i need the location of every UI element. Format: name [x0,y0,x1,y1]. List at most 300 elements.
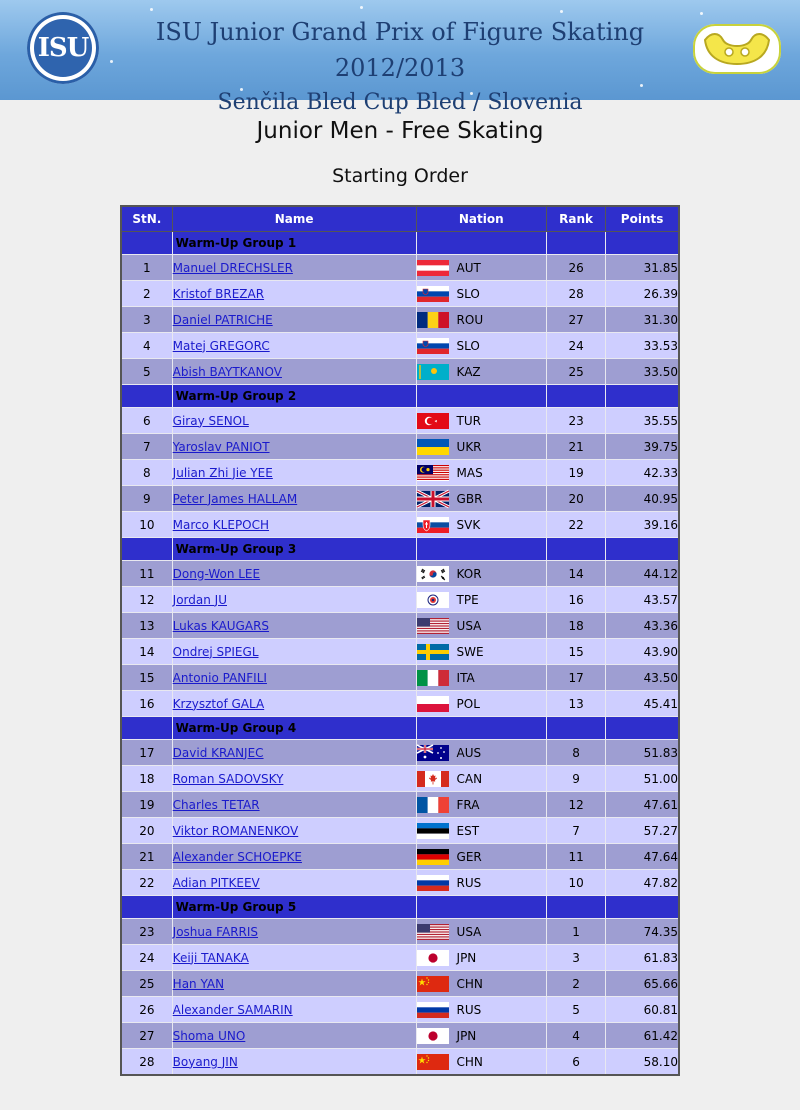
points-cell: 42.33 [606,460,679,486]
name-cell [172,945,416,971]
nation-cell [416,486,546,512]
rank-cell: 13 [546,691,605,717]
group-label: Warm-Up Group 3 [172,538,416,561]
points-cell: 47.64 [606,844,679,870]
name-cell [172,486,416,512]
table-row [121,639,679,665]
points-cell: 39.75 [606,434,679,460]
group-label: Warm-Up Group 4 [172,717,416,740]
nation-code: AUT [456,260,481,275]
isu-logo-text: ISU [34,19,92,77]
table-row [121,460,679,486]
table-row [121,307,679,333]
points-cell: 33.53 [606,333,679,359]
points-cell: 45.41 [606,691,679,717]
flag-icon [417,338,449,354]
skater-link[interactable]: Keiji TANAKA [172,950,249,965]
table-row [121,818,679,844]
name-cell [172,639,416,665]
table-row [121,971,679,997]
rank-cell: 2 [546,971,605,997]
rank-cell: 7 [546,818,605,844]
col-header-name: Name [172,206,416,232]
name-cell [172,818,416,844]
flag-icon [417,976,449,992]
flag-icon [417,1028,449,1044]
nation-cell [416,307,546,333]
nation-code: TPE [456,592,479,607]
name-cell [172,1023,416,1049]
name-cell [172,561,416,587]
header-title-line1: ISU Junior Grand Prix of Figure Skating 2012/2013 [155,18,645,82]
flag-icon [417,771,449,787]
stn-cell: 27 [121,1023,172,1049]
nation-cell [416,818,546,844]
starting-order-table [120,205,680,1076]
table-row [121,665,679,691]
nation-code: CAN [456,771,483,786]
points-cell: 31.85 [606,255,679,281]
stn-cell: 20 [121,818,172,844]
stn-cell: 8 [121,460,172,486]
rank-cell: 12 [546,792,605,818]
skater-link[interactable]: David KRANJEC [172,745,264,760]
group-header-row [121,538,679,561]
name-cell [172,792,416,818]
flag-icon [417,465,449,481]
name-cell [172,512,416,538]
group-header-row [121,385,679,408]
rank-cell: 3 [546,945,605,971]
rank-cell: 18 [546,613,605,639]
rank-cell: 22 [546,512,605,538]
nation-code: EST [456,823,480,838]
rank-cell: 26 [546,255,605,281]
points-cell: 51.83 [606,740,679,766]
group-label: Warm-Up Group 2 [172,385,416,408]
flag-icon [417,618,449,634]
nation-cell [416,971,546,997]
nation-code: GER [456,849,482,864]
nation-cell [416,844,546,870]
skater-link[interactable]: Marco KLEPOCH [172,517,270,532]
rank-cell: 20 [546,486,605,512]
nation-cell [416,1023,546,1049]
nation-code: USA [456,924,482,939]
nation-cell [416,766,546,792]
page-header [0,0,800,115]
isu-logo [27,12,99,84]
stn-cell: 5 [121,359,172,385]
group-nation-cell [416,538,546,561]
points-cell: 61.83 [606,945,679,971]
skater-link[interactable]: Alexander SAMARIN [172,1002,293,1017]
points-cell: 39.16 [606,512,679,538]
table-row [121,561,679,587]
nation-cell [416,665,546,691]
skater-link[interactable]: Alexander SCHOEPKE [172,849,302,864]
nation-code: POL [456,696,480,711]
flag-icon [417,849,449,865]
points-cell: 74.35 [606,919,679,945]
nation-code: SWE [456,644,484,659]
rank-cell: 11 [546,844,605,870]
group-header-row [121,232,679,255]
stn-cell: 12 [121,587,172,613]
nation-cell [416,919,546,945]
skater-link[interactable]: Viktor ROMANENKOV [172,823,299,838]
nation-code: JPN [456,1028,477,1043]
points-cell: 65.66 [606,971,679,997]
nation-cell [416,1049,546,1076]
table-row [121,587,679,613]
skater-link[interactable]: Kristof BREZAR [172,286,265,301]
nation-cell [416,281,546,307]
group-nation-cell [416,896,546,919]
group-nation-cell [416,385,546,408]
stn-cell: 7 [121,434,172,460]
table-header-row [121,206,679,232]
stn-cell: 11 [121,561,172,587]
flag-icon [417,312,449,328]
rank-cell: 21 [546,434,605,460]
rank-cell: 17 [546,665,605,691]
nation-cell [416,255,546,281]
nation-cell [416,792,546,818]
name-cell [172,997,416,1023]
nation-code: ITA [456,670,475,685]
col-header-rank: Rank [546,206,605,232]
nation-cell [416,434,546,460]
nation-code: AUS [456,745,482,760]
name-cell [172,740,416,766]
nation-cell [416,460,546,486]
table-row [121,434,679,460]
name-cell [172,307,416,333]
table-row [121,359,679,385]
nation-code: RUS [456,1002,482,1017]
name-cell [172,460,416,486]
nation-cell [416,945,546,971]
flag-icon [417,1054,449,1070]
skater-link[interactable]: Matej GREGORC [172,338,270,353]
name-cell [172,919,416,945]
stn-cell: 24 [121,945,172,971]
table-row [121,844,679,870]
event-logo [693,24,781,74]
nation-code: RUS [456,875,482,890]
stn-cell: 21 [121,844,172,870]
nation-cell [416,613,546,639]
stn-cell: 10 [121,512,172,538]
points-cell: 51.00 [606,766,679,792]
skater-link[interactable]: Charles TETAR [172,797,260,812]
skater-link[interactable]: Dong-Won LEE [172,566,261,581]
points-cell: 57.27 [606,818,679,844]
flag-icon [417,696,449,712]
nation-code: UKR [456,439,482,454]
stn-cell: 14 [121,639,172,665]
stn-cell: 13 [121,613,172,639]
nation-code: ROU [456,312,484,327]
points-cell: 47.82 [606,870,679,896]
nation-code: TUR [456,413,481,428]
rank-cell: 25 [546,359,605,385]
points-cell: 33.50 [606,359,679,385]
rank-cell: 19 [546,460,605,486]
flag-icon [417,823,449,839]
skater-link[interactable]: Han YAN [172,976,225,991]
nation-code: SLO [456,286,480,301]
nation-code: CHN [456,976,483,991]
table-row [121,255,679,281]
rank-cell: 15 [546,639,605,665]
points-cell: 26.39 [606,281,679,307]
table-row [121,792,679,818]
name-cell [172,870,416,896]
flag-icon [417,875,449,891]
name-cell [172,766,416,792]
points-cell: 31.30 [606,307,679,333]
skater-link[interactable]: Shoma UNO [172,1028,246,1043]
nation-cell [416,870,546,896]
group-points-cell [606,232,679,255]
group-nation-cell [416,232,546,255]
stn-cell: 6 [121,408,172,434]
table-row [121,919,679,945]
nation-code: SLO [456,338,480,353]
points-cell: 40.95 [606,486,679,512]
rank-cell: 8 [546,740,605,766]
group-rank-cell [546,538,605,561]
skater-link[interactable]: Krzysztof GALA [172,696,265,711]
skater-link[interactable]: Boyang JIN [172,1054,238,1069]
rank-cell: 23 [546,408,605,434]
nation-code: JPN [456,950,477,965]
name-cell [172,665,416,691]
event-title: Junior Men - Free Skating [256,118,544,144]
rank-cell: 5 [546,997,605,1023]
group-points-cell [606,538,679,561]
col-header-stn: StN. [121,206,172,232]
group-label: Warm-Up Group 5 [172,896,416,919]
group-points-cell [606,896,679,919]
nation-cell [416,691,546,717]
table-row [121,613,679,639]
table-row [121,691,679,717]
table-row [121,997,679,1023]
skater-link[interactable]: Abish BAYTKANOV [172,364,282,379]
nation-cell [416,333,546,359]
nation-cell [416,740,546,766]
col-header-nation: Nation [416,206,546,232]
table-row [121,1023,679,1049]
flag-icon [417,286,449,302]
rank-cell: 16 [546,587,605,613]
points-cell: 43.50 [606,665,679,691]
group-label: Warm-Up Group 1 [172,232,416,255]
table-row [121,281,679,307]
nation-cell [416,587,546,613]
event-logo-icon [701,30,773,68]
name-cell [172,587,416,613]
skater-link[interactable]: Adian PITKEEV [172,875,260,890]
skater-link[interactable]: Manuel DRECHSLER [172,260,293,275]
group-points-cell [606,385,679,408]
rank-cell: 27 [546,307,605,333]
group-header-row [121,896,679,919]
nation-code: CHN [456,1054,483,1069]
table-row [121,1049,679,1076]
stn-cell: 17 [121,740,172,766]
name-cell [172,434,416,460]
group-rank-cell [546,896,605,919]
points-cell: 60.81 [606,997,679,1023]
flag-icon [417,413,449,429]
flag-icon [417,950,449,966]
table-row [121,870,679,896]
skater-link[interactable]: Yaroslav PANIOT [172,439,270,454]
points-cell: 44.12 [606,561,679,587]
col-header-points: Points [606,206,679,232]
nation-cell [416,359,546,385]
name-cell [172,844,416,870]
header-title-line2: Senčila Bled Cup Bled / Slovenia [217,90,583,115]
stn-cell: 23 [121,919,172,945]
skater-link[interactable]: Jordan JU [172,592,227,607]
stn-cell: 26 [121,997,172,1023]
nation-cell [416,512,546,538]
group-stn-cell [121,232,172,255]
stn-cell: 16 [121,691,172,717]
flag-icon [417,566,449,582]
name-cell [172,281,416,307]
rank-cell: 14 [546,561,605,587]
flag-icon [417,670,449,686]
points-cell: 43.57 [606,587,679,613]
group-points-cell [606,717,679,740]
stn-cell: 4 [121,333,172,359]
points-cell: 61.42 [606,1023,679,1049]
rank-cell: 10 [546,870,605,896]
rank-cell: 9 [546,766,605,792]
nation-code: FRA [456,797,480,812]
stn-cell: 25 [121,971,172,997]
table-row [121,766,679,792]
stn-cell: 1 [121,255,172,281]
table-row [121,740,679,766]
group-stn-cell [121,385,172,408]
points-cell: 43.36 [606,613,679,639]
skater-link[interactable]: Julian Zhi Jie YEE [172,465,273,480]
flag-icon [417,797,449,813]
name-cell [172,1049,416,1076]
flag-icon [417,491,449,507]
table-row [121,945,679,971]
flag-icon [417,260,449,276]
nation-code: KOR [456,566,482,581]
nation-code: USA [456,618,482,633]
stn-cell: 19 [121,792,172,818]
table-row [121,333,679,359]
nation-cell [416,639,546,665]
table-row [121,512,679,538]
flag-icon [417,745,449,761]
name-cell [172,971,416,997]
rank-cell: 4 [546,1023,605,1049]
skater-link[interactable]: Giray SENOL [172,413,249,428]
group-header-row [121,717,679,740]
skater-link[interactable]: Antonio PANFILI [172,670,267,685]
skater-link[interactable]: Roman SADOVSKY [172,771,284,786]
nation-code: MAS [456,465,483,480]
group-stn-cell [121,896,172,919]
group-rank-cell [546,717,605,740]
points-cell: 43.90 [606,639,679,665]
list-title: Starting Order [332,165,468,187]
flag-icon [417,924,449,940]
skater-link[interactable]: Daniel PATRICHE [172,312,273,327]
stn-cell: 15 [121,665,172,691]
group-nation-cell [416,717,546,740]
header-title [110,14,690,120]
points-cell: 47.61 [606,792,679,818]
flag-icon [417,1002,449,1018]
flag-icon [417,644,449,660]
flag-icon [417,439,449,455]
nation-cell [416,997,546,1023]
table-row [121,408,679,434]
nation-code: SVK [456,517,481,532]
name-cell [172,691,416,717]
table-row [121,486,679,512]
stn-cell: 22 [121,870,172,896]
nation-code: KAZ [456,364,481,379]
name-cell [172,333,416,359]
rank-cell: 24 [546,333,605,359]
skater-link[interactable]: Lukas KAUGARS [172,618,270,633]
flag-icon [417,592,449,608]
rank-cell: 28 [546,281,605,307]
nation-code: GBR [456,491,483,506]
skater-link[interactable]: Peter James HALLAM [172,491,298,506]
stn-cell: 3 [121,307,172,333]
group-stn-cell [121,538,172,561]
flag-icon [417,517,449,533]
group-rank-cell [546,385,605,408]
name-cell [172,613,416,639]
stn-cell: 28 [121,1049,172,1076]
stn-cell: 18 [121,766,172,792]
name-cell [172,408,416,434]
rank-cell: 6 [546,1049,605,1076]
points-cell: 58.10 [606,1049,679,1076]
rank-cell: 1 [546,919,605,945]
stn-cell: 2 [121,281,172,307]
skater-link[interactable]: Joshua FARRIS [172,924,259,939]
name-cell [172,359,416,385]
nation-cell [416,561,546,587]
nation-cell [416,408,546,434]
points-cell: 35.55 [606,408,679,434]
group-stn-cell [121,717,172,740]
skater-link[interactable]: Ondrej SPIEGL [172,644,259,659]
flag-icon [417,364,449,380]
table-body [121,232,679,1076]
name-cell [172,255,416,281]
group-rank-cell [546,232,605,255]
stn-cell: 9 [121,486,172,512]
